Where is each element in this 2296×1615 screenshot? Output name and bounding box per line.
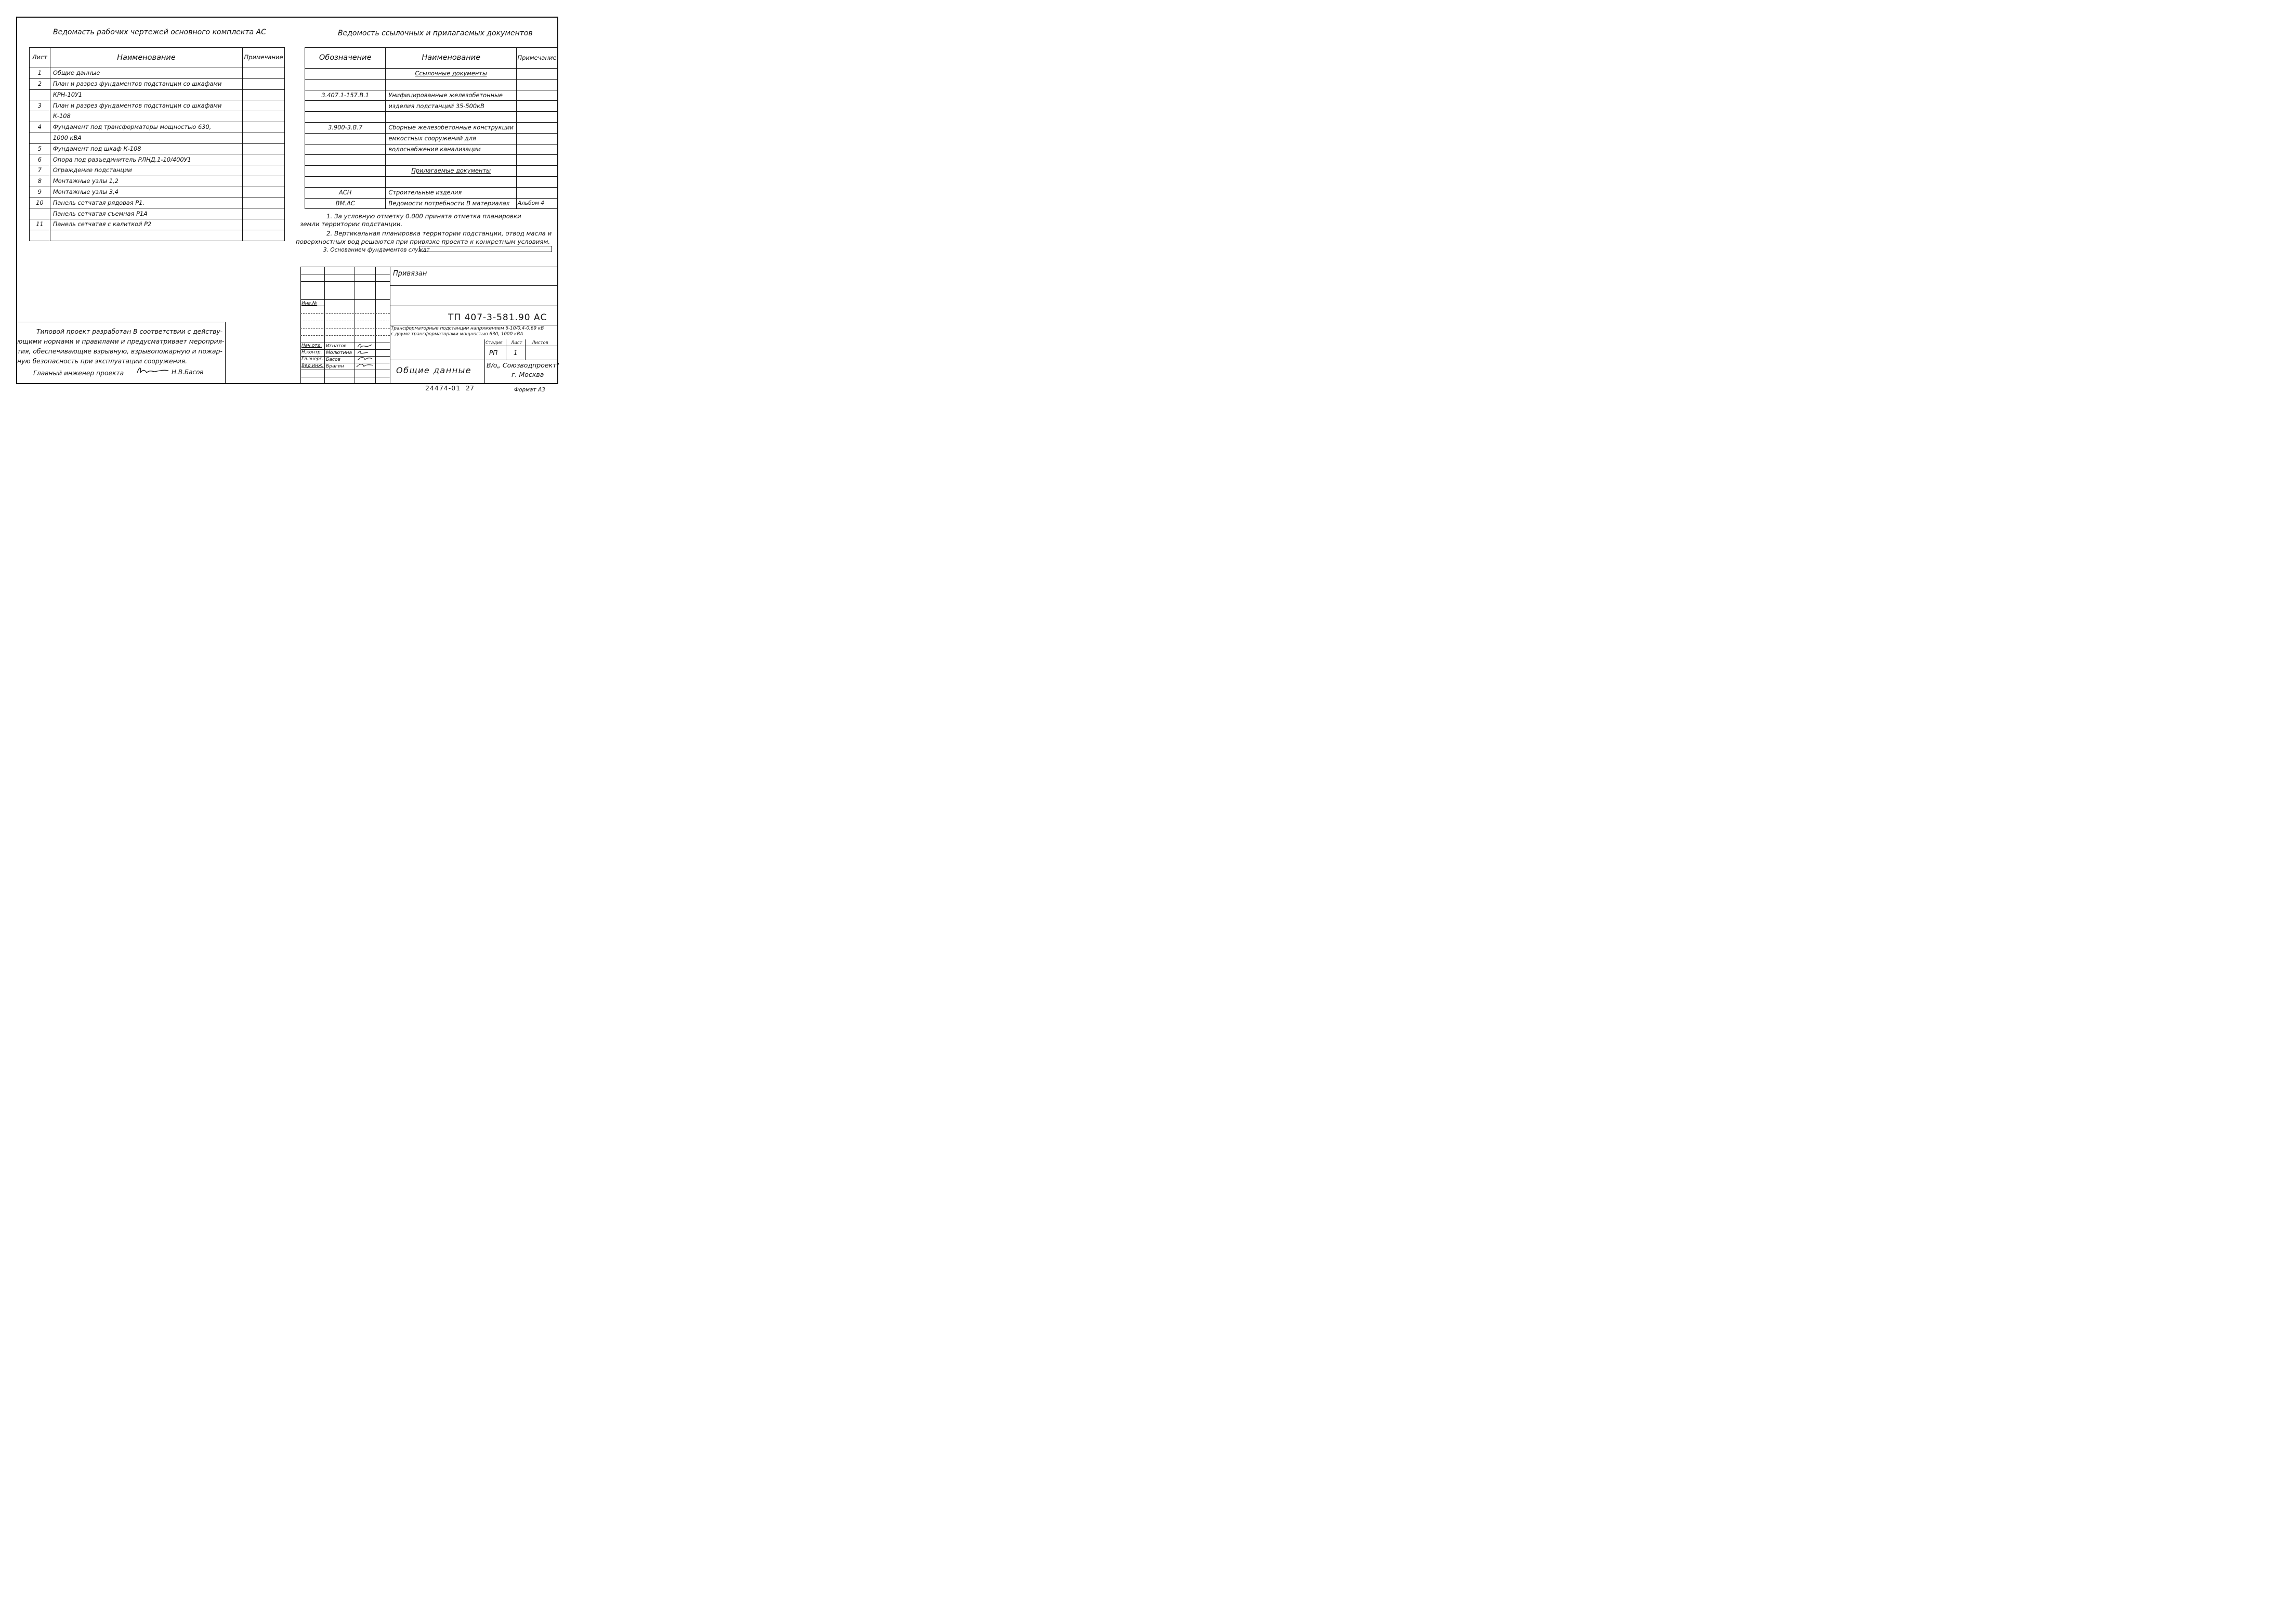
tb-dash-1 bbox=[300, 313, 390, 314]
sheet-number bbox=[30, 133, 50, 143]
table-row bbox=[30, 230, 285, 241]
sheet-number: 11 bbox=[30, 219, 50, 230]
table-row bbox=[305, 69, 558, 80]
table-row bbox=[305, 144, 558, 155]
table-row bbox=[30, 154, 285, 165]
tb-col-line-1 bbox=[324, 267, 325, 384]
document-note bbox=[517, 166, 558, 177]
section-heading: Ссылочные документы bbox=[386, 69, 517, 80]
name-2: Молютина bbox=[326, 350, 352, 356]
bound-label: Привязан bbox=[393, 270, 427, 278]
sheet-name: Монтажные узлы 1,2 bbox=[50, 176, 242, 187]
name-1: Игнатов bbox=[326, 343, 347, 349]
sheets-header: Листов bbox=[532, 340, 548, 346]
right-table-title: Ведомость ссылочных и прилагаемых документов bbox=[338, 29, 533, 37]
sheet-note bbox=[243, 89, 285, 100]
table-row bbox=[305, 166, 558, 177]
document-name: емкостных сооружений для bbox=[386, 133, 517, 144]
sheet-name bbox=[50, 230, 242, 241]
sheet-name: КРН-10У1 bbox=[50, 89, 242, 100]
tb-col-line-3 bbox=[375, 267, 376, 384]
sheet-name: План и разрез фундаментов подстанции со шкафами bbox=[50, 78, 242, 89]
document-note bbox=[517, 79, 558, 90]
document-name: Унифицированные железобетонные bbox=[386, 90, 517, 101]
table-row bbox=[30, 165, 285, 176]
tb-sheets-line bbox=[525, 339, 526, 360]
document-note bbox=[517, 133, 558, 144]
archive-code: 24474-01 bbox=[425, 384, 461, 392]
document-name: водоснабжения канализации bbox=[386, 144, 517, 155]
sheet-number: 9 bbox=[30, 187, 50, 198]
document-note bbox=[517, 176, 558, 187]
document-note bbox=[517, 122, 558, 133]
table-row bbox=[305, 101, 558, 112]
document-note bbox=[517, 101, 558, 112]
document-note bbox=[517, 90, 558, 101]
document-designation bbox=[305, 176, 386, 187]
col-name-header: Наименование bbox=[50, 48, 242, 68]
tb-row-line-1 bbox=[390, 285, 558, 286]
role-3: Гл.энерг. bbox=[301, 357, 324, 362]
sheet-note bbox=[243, 176, 285, 187]
sheet-note bbox=[243, 198, 285, 208]
inventory-label: Инв.№ bbox=[301, 301, 318, 306]
stamp-signatures bbox=[356, 343, 375, 371]
note-3: 3. Основанием фундаментов служат bbox=[323, 247, 430, 253]
table-row bbox=[305, 187, 558, 198]
document-designation: 3.900-3.В.7 bbox=[305, 122, 386, 133]
table-row bbox=[30, 122, 285, 133]
sheet-number bbox=[30, 208, 50, 219]
sheet-note bbox=[243, 111, 285, 122]
chief-engineer-label: Главный инженер проекта bbox=[33, 370, 124, 377]
sheet-title: Общие данные bbox=[396, 365, 472, 375]
sheet-name: Фундамент под трансформаторы мощностью 630, bbox=[50, 122, 242, 133]
sheet-note bbox=[243, 230, 285, 241]
table-row bbox=[305, 90, 558, 101]
left-table-title: Ведомасть рабочих чертежей основного комплекта АС bbox=[53, 28, 266, 36]
sheet-note bbox=[243, 187, 285, 198]
project-description-2: с двумя трансформаторами мощностью 630, 1000 кВА bbox=[391, 332, 523, 337]
document-designation: АСН bbox=[305, 187, 386, 198]
sheet-note bbox=[243, 122, 285, 133]
chief-engineer-signature bbox=[134, 365, 172, 376]
sheet-number: 4 bbox=[30, 122, 50, 133]
statement-line-3: тия, обеспечивающие взрывную, взрывопожарную и пожар- bbox=[17, 348, 222, 355]
sheet-name: Общие данные bbox=[50, 68, 242, 79]
tb-left-line-2 bbox=[300, 281, 390, 282]
document-designation bbox=[305, 144, 386, 155]
table-row bbox=[30, 78, 285, 89]
sheet-number: 5 bbox=[30, 143, 50, 154]
sheet-note bbox=[243, 208, 285, 219]
name-3: Басов bbox=[326, 357, 341, 362]
sheet-number: 7 bbox=[30, 165, 50, 176]
table-row bbox=[30, 100, 285, 111]
organization-name: В/о„ Союзводпроект" bbox=[487, 361, 560, 369]
document-designation: ВМ.АС bbox=[305, 198, 386, 209]
name-4: Брагин bbox=[326, 363, 344, 369]
sheet-number: 2 bbox=[30, 78, 50, 89]
section-heading: Прилагаемые документы bbox=[386, 166, 517, 177]
sheet-value: 1 bbox=[514, 349, 518, 357]
sheet-name: Панель сетчатая с калиткой Р2 bbox=[50, 219, 242, 230]
document-note bbox=[517, 187, 558, 198]
sheet-note bbox=[243, 219, 285, 230]
table-row bbox=[305, 122, 558, 133]
sheet-name: Панель сетчатая рядовая Р1. bbox=[50, 198, 242, 208]
col-sheet-header: Лист bbox=[30, 48, 50, 68]
sheet-name: К-108 bbox=[50, 111, 242, 122]
table-row bbox=[30, 89, 285, 100]
sheet-number bbox=[30, 230, 50, 241]
document-name: Строительные изделия bbox=[386, 187, 517, 198]
document-name bbox=[386, 79, 517, 90]
documents-table bbox=[305, 47, 558, 209]
table-row bbox=[305, 79, 558, 90]
sheet-number: 1 bbox=[30, 68, 50, 79]
sheet-name: Опора под разъединитель РЛНД.1-10/400У1 bbox=[50, 154, 242, 165]
note-1: 1. За условную отметку 0.000 принята отметка планировки bbox=[326, 213, 521, 220]
sheet-number: 8 bbox=[30, 176, 50, 187]
project-description-1: Трансформаторные подстанции напряжением 6-10/0,4-0,69 кВ bbox=[391, 326, 544, 331]
sheet-number bbox=[30, 111, 50, 122]
tb-dash-3 bbox=[300, 328, 390, 329]
table-row bbox=[30, 111, 285, 122]
table-row bbox=[305, 112, 558, 123]
role-2: Н.контр. bbox=[301, 350, 322, 355]
document-note bbox=[517, 144, 558, 155]
sheet-name: 1000 кВА bbox=[50, 133, 242, 143]
table-row bbox=[305, 133, 558, 144]
sheet-note bbox=[243, 78, 285, 89]
document-designation bbox=[305, 112, 386, 123]
tb-org-line bbox=[484, 360, 485, 384]
sheet-name: Ограждение подстанции bbox=[50, 165, 242, 176]
sheet-number bbox=[30, 89, 50, 100]
organization-city: г. Москва bbox=[511, 371, 544, 378]
table-row bbox=[305, 155, 558, 166]
role-1: Нач.отд. bbox=[301, 343, 322, 348]
document-designation bbox=[305, 155, 386, 166]
note-2: 2. Вертикальная планировка территории подстанции, отвод масла и bbox=[326, 230, 552, 237]
stage-value: РП bbox=[489, 349, 498, 357]
col-designation-header: Обозначение bbox=[305, 48, 386, 69]
chief-engineer-name: Н.В.Басов bbox=[172, 369, 204, 376]
document-designation: 3.407.1-157.В.1 bbox=[305, 90, 386, 101]
document-designation bbox=[305, 79, 386, 90]
table-row bbox=[305, 176, 558, 187]
document-name bbox=[386, 176, 517, 187]
document-note bbox=[517, 69, 558, 80]
note-1-cont: земли территории подстанции. bbox=[300, 220, 403, 228]
document-name: Сборные железобетонные конструкции bbox=[386, 122, 517, 133]
sheet-note bbox=[243, 165, 285, 176]
sheet-number: 3 bbox=[30, 100, 50, 111]
table-row bbox=[30, 187, 285, 198]
sheet-note bbox=[243, 68, 285, 79]
table-row bbox=[30, 133, 285, 143]
document-name bbox=[386, 112, 517, 123]
col-docname-header: Наименование bbox=[386, 48, 517, 69]
sheet-name: Фундамент под шкаф К-108 bbox=[50, 143, 242, 154]
sheet-number: 10 bbox=[30, 198, 50, 208]
document-designation bbox=[305, 101, 386, 112]
document-name: Ведомости потребности В материалах bbox=[386, 198, 517, 209]
tb-stage-line bbox=[484, 339, 485, 360]
role-4: Вед.инж. bbox=[301, 363, 324, 369]
document-note bbox=[517, 155, 558, 166]
document-designation bbox=[305, 166, 386, 177]
col-docnote-header: Примечание bbox=[517, 48, 558, 69]
page-number: 27 bbox=[466, 384, 474, 392]
sheet-name: Панель сетчатая съемная Р1А bbox=[50, 208, 242, 219]
tb-left-line-3 bbox=[300, 299, 390, 300]
table-row bbox=[305, 198, 558, 209]
statement-line-2: ющими нормами и правилами и предусматривает мероприя- bbox=[17, 338, 225, 345]
drawings-table bbox=[29, 47, 285, 241]
paper-format: Формат А3 bbox=[514, 387, 545, 393]
sheet-note bbox=[243, 133, 285, 143]
document-note: Альбом 4 bbox=[517, 198, 558, 209]
tb-dash-4 bbox=[300, 335, 390, 336]
statement-line-1: Типовой проект разработан В соответствии с действу- bbox=[36, 328, 223, 335]
document-designation bbox=[305, 133, 386, 144]
table-row bbox=[30, 176, 285, 187]
sheet-name: План и разрез фундаментов подстанции со шкафами bbox=[50, 100, 242, 111]
sheet-note bbox=[243, 143, 285, 154]
sheet-note bbox=[243, 100, 285, 111]
table-row bbox=[30, 143, 285, 154]
sheet-note bbox=[243, 154, 285, 165]
note-2-cont: поверхностных вод решаются при привязке проекта к конкретным условиям. bbox=[296, 238, 550, 245]
table-row bbox=[30, 219, 285, 230]
document-name: изделия подстанций 35-500кВ bbox=[386, 101, 517, 112]
foundation-blank-box bbox=[419, 246, 552, 252]
sheet-number: 6 bbox=[30, 154, 50, 165]
sheet-header: Лист bbox=[511, 340, 522, 346]
sheet-name: Монтажные узлы 3,4 bbox=[50, 187, 242, 198]
stage-header: Стадия bbox=[486, 340, 503, 346]
table-row bbox=[30, 68, 285, 79]
table-row bbox=[30, 198, 285, 208]
document-designation bbox=[305, 69, 386, 80]
document-note bbox=[517, 112, 558, 123]
document-code: ТП 407-3-581.90 АС bbox=[448, 312, 547, 323]
col-note-header: Примечание bbox=[243, 48, 285, 68]
statement-line-4: ную безопасность при эксплуатации сооружения. bbox=[17, 358, 187, 365]
table-row bbox=[30, 208, 285, 219]
document-name bbox=[386, 155, 517, 166]
